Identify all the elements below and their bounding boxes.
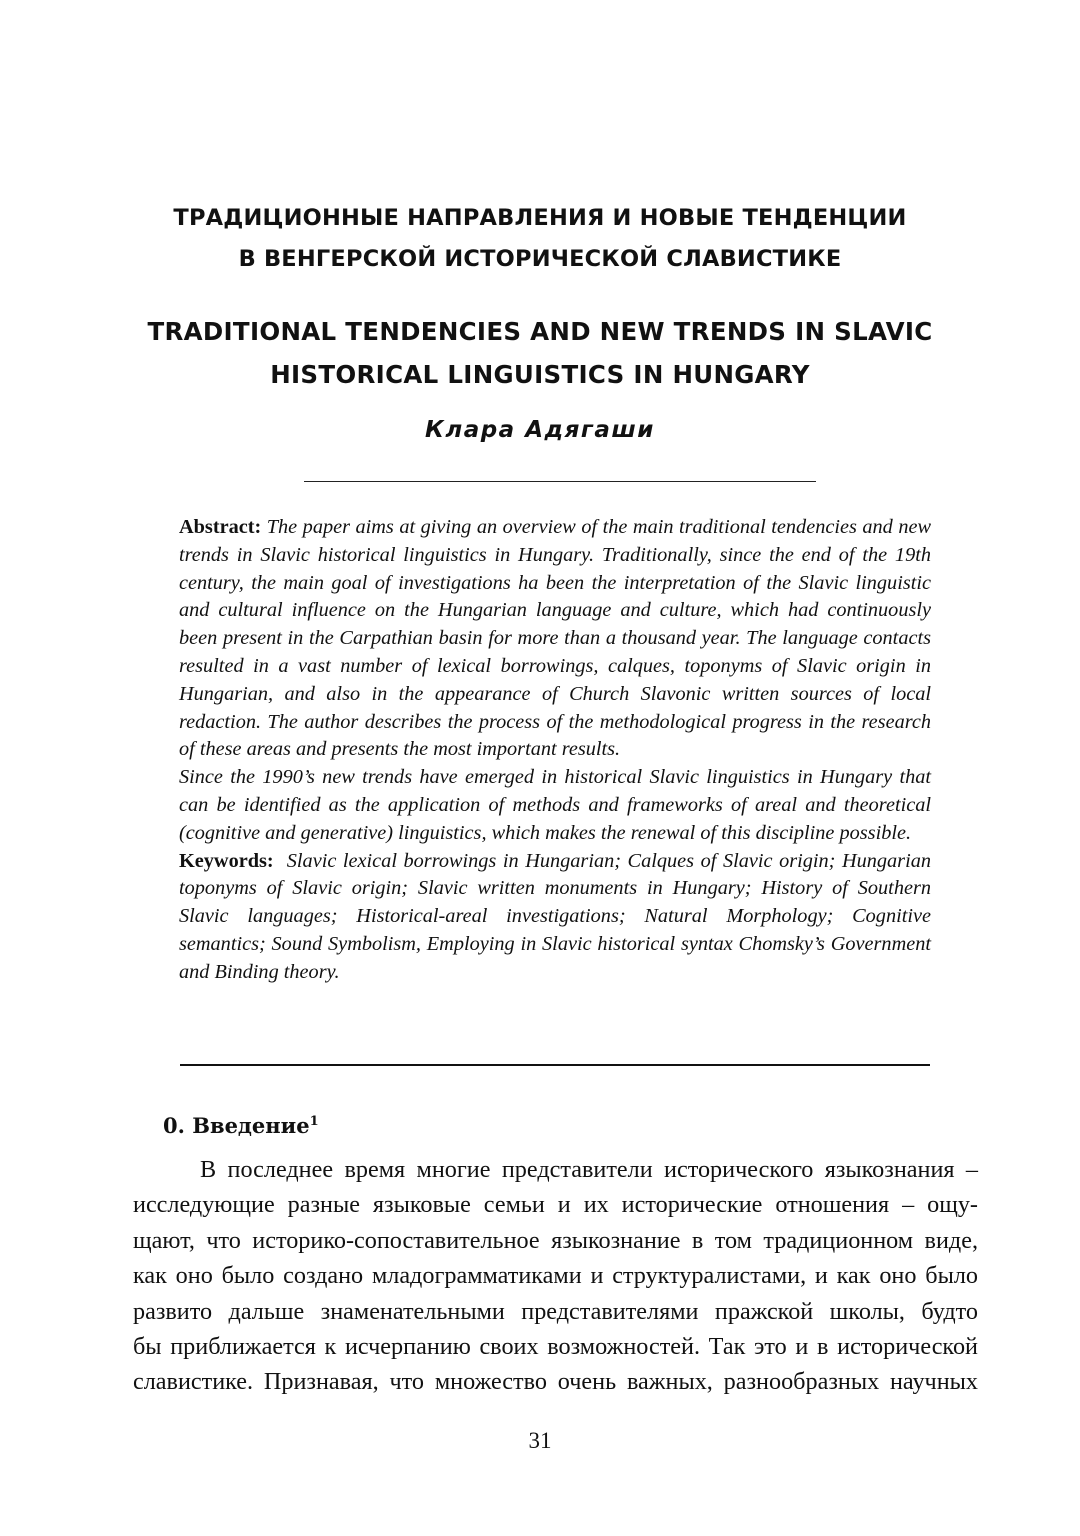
body-line: В последнее время многие представители исторического языкознания –	[200, 1156, 978, 1183]
title-russian	[90, 198, 990, 280]
keywords-paragraph	[179, 848, 931, 987]
abstract-text-2: Since the 1990’s new trends have emerged in historical Slavic linguistics in Hungary that can be identified as the application of methods and frameworks of areal and theoretical (cognitive and generative) linguistics, which makes the renewal of this discipline possible.	[179, 766, 931, 844]
keywords-text: Slavic lexical borrowings in Hungarian; Calques of Slavic origin; Hungarian toponyms of Slavic origin; Slavic written monuments in Hungary; History of Southern Slavic languages; Historical-areal investigations; Natural Morphology; Cognitive semantics; Sound Symbolism, Employing in Slavic historical syntax Chomsky’s Government and Binding theory.	[179, 849, 931, 983]
body-line: щают, что историко-сопоставительное языкознание в том традиционном виде,	[133, 1226, 978, 1254]
abstract-divider	[180, 1064, 930, 1066]
title-english-line-2: HISTORICAL LINGUISTICS IN HUNGARY	[270, 360, 810, 389]
body-line: как оно было создано младограмматиками и структуралистами, и как оно было	[133, 1262, 978, 1290]
title-english	[90, 310, 990, 396]
abstract-label: Abstract:	[179, 516, 262, 538]
body-line: исследующие разные языковые семьи и их исторические отношения – ощу-	[133, 1191, 978, 1219]
section-heading-text: 0. Введение	[163, 1113, 310, 1138]
body-paragraph	[133, 1152, 978, 1400]
title-russian-line-2: В ВЕНГЕРСКОЙ ИСТОРИЧЕСКОЙ СЛАВИСТИКЕ	[238, 246, 842, 272]
title-english-line-1: TRADITIONAL TENDENCIES AND NEW TRENDS IN SLAVIC	[147, 317, 933, 346]
section-heading	[163, 1106, 319, 1146]
footnote-mark: 1	[309, 1114, 319, 1129]
title-russian-line-1: ТРАДИЦИОННЫЕ НАПРАВЛЕНИЯ И НОВЫЕ ТЕНДЕНЦИИ	[173, 205, 907, 231]
keywords-label: Keywords:	[179, 849, 274, 872]
abstract-paragraph-1	[179, 514, 931, 764]
author-name: Клара Адягаши	[425, 417, 655, 443]
page-number: 31	[528, 1428, 552, 1453]
abstract-block	[179, 514, 931, 987]
title-divider	[304, 481, 816, 482]
body-line: бы приближается к исчерпанию своих возможностей. Так это и в исторической	[133, 1333, 978, 1361]
abstract-text-1: The paper aims at giving an overview of the main traditional tendencies and new trends in Slavic historical linguistics in Hungary. Traditionally, since the end of the 19th century, the main goal of investigations ha been the interpretation of the Slavic linguistic and cultural influence on the Hungarian language and culture, which had continuously been present in the Carpathian basin for more than a thousand year. The language contacts resulted in a vast number of lexical borrowings, calques, toponyms of Slavic origin in Hungarian, and also in the appearance of Church Slavonic written sources of local redaction. The author describes the process of the methodological progress in the research of these areas and presents the most important results.	[179, 516, 931, 761]
abstract-paragraph-2	[179, 764, 931, 847]
body-line: развито дальше знаменательными представителями пражской школы, будто	[133, 1297, 978, 1325]
body-line: славистике. Признавая, что множество очень важных, разнообразных научных	[133, 1368, 978, 1396]
